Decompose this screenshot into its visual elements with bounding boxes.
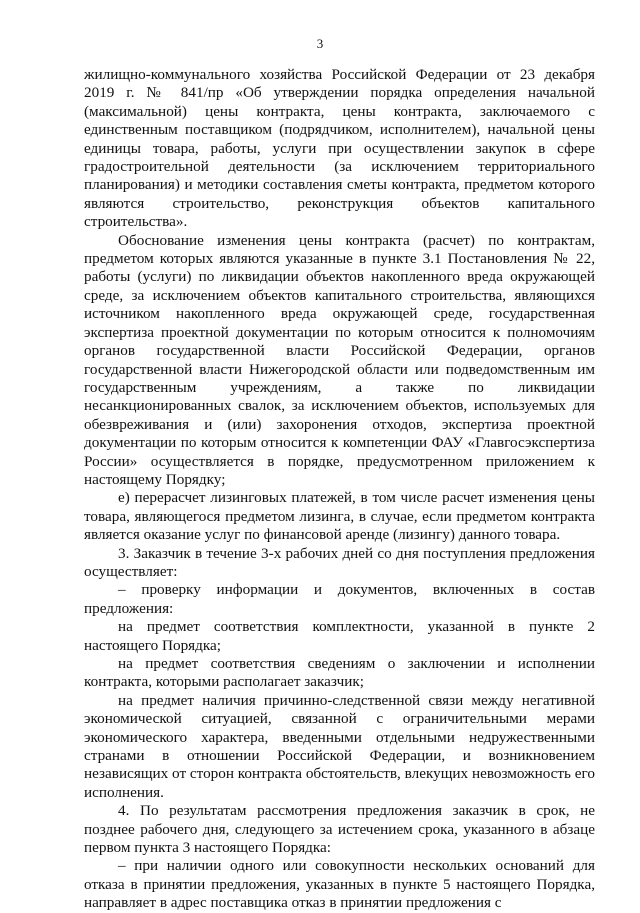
paragraph-item-4-intro: 4. По результатам рассмотрения предложения заказчик в срок, не позднее рабочего дня, следующего за истечением срока, указанного в абзаце первом пункта 3 настоящего Порядка: bbox=[84, 802, 595, 857]
paragraph-document-check: – проверку информации и документов, включенных в состав предложения: bbox=[84, 581, 595, 617]
paragraph-item-3-intro: 3. Заказчик в течение 3-х рабочих дней со дня поступления предложения осуществляет: bbox=[84, 544, 595, 580]
document-body bbox=[84, 66, 595, 913]
paragraph-continuation-order-841: жилищно-коммунального хозяйства Российской Федерации от 23 декабря 2019 г. № 841/пр «Об утверждении порядка определения начальной (максимальной) цены контракта, цены контракта, заключаемого с единственным поставщиком (подрядчиком, исполнителем), начальной цены единицы товара, работы, услуги при осуществлении закупок в сфере градостроительной деятельности (за исключением территориального планирования) и методики составления сметы контракта, предметом которого являются строительство, реконструкция объектов капитального строительства». bbox=[84, 66, 595, 231]
paragraph-contract-info-check: на предмет соответствия сведениям о заключении и исполнении контракта, которыми располагает заказчик; bbox=[84, 655, 595, 691]
paragraph-refusal-grounds: – при наличии одного или совокупности нескольких оснований для отказа в принятии предложения, указанных в пункте 5 настоящего Порядка, направляет в адрес поставщика отказ в принятии предложения с bbox=[84, 857, 595, 912]
page-number: 3 bbox=[316, 36, 324, 51]
paragraph-price-change-justification: Обоснование изменения цены контракта (расчет) по контрактам, предметом которых являются указанные в пункте 3.1 Постановления № 22, работы (услуги) по ликвидации объектов накопленного вреда окружающей среде, за исключением объектов капитального строительства, являющихся источником накопленного вреда окружающей среде, государственная экспертиза проектной документации по которым относится к полномочиям органов государственной власти Российской Федерации, органов государственной власти Нижегородской области или подведомственным им государственным учреждениям, а также по ликвидации несанкционированных свалок, за исключением объектов, используемых для обезвреживания и (или) захоронения отходов, экспертиза проектной документации по которым относится к компетенции ФАУ «Главгосэкспертиза России» осуществляется в порядке, предусмотренном приложением к настоящему Порядку; bbox=[84, 231, 595, 488]
paragraph-causal-link-check: на предмет наличия причинно-следственной связи между негативной экономической ситуацией, связанной с ограничительными мерами экономического характера, введенными отдельными недружественными странами в отношении Российской Федерации, и возникновением независящих от сторон контракта обстоятельств, влекущих невозможность его исполнения. bbox=[84, 691, 595, 801]
paragraph-leasing-recalculation: е) перерасчет лизинговых платежей, в том числе расчет изменения цены товара, являющегося предметом лизинга, в случае, если предметом контракта является оказание услуг по финансовой аренде (лизингу) данного товара. bbox=[84, 489, 595, 544]
paragraph-completeness-check: на предмет соответствия комплектности, указанной в пункте 2 настоящего Порядка; bbox=[84, 618, 595, 654]
